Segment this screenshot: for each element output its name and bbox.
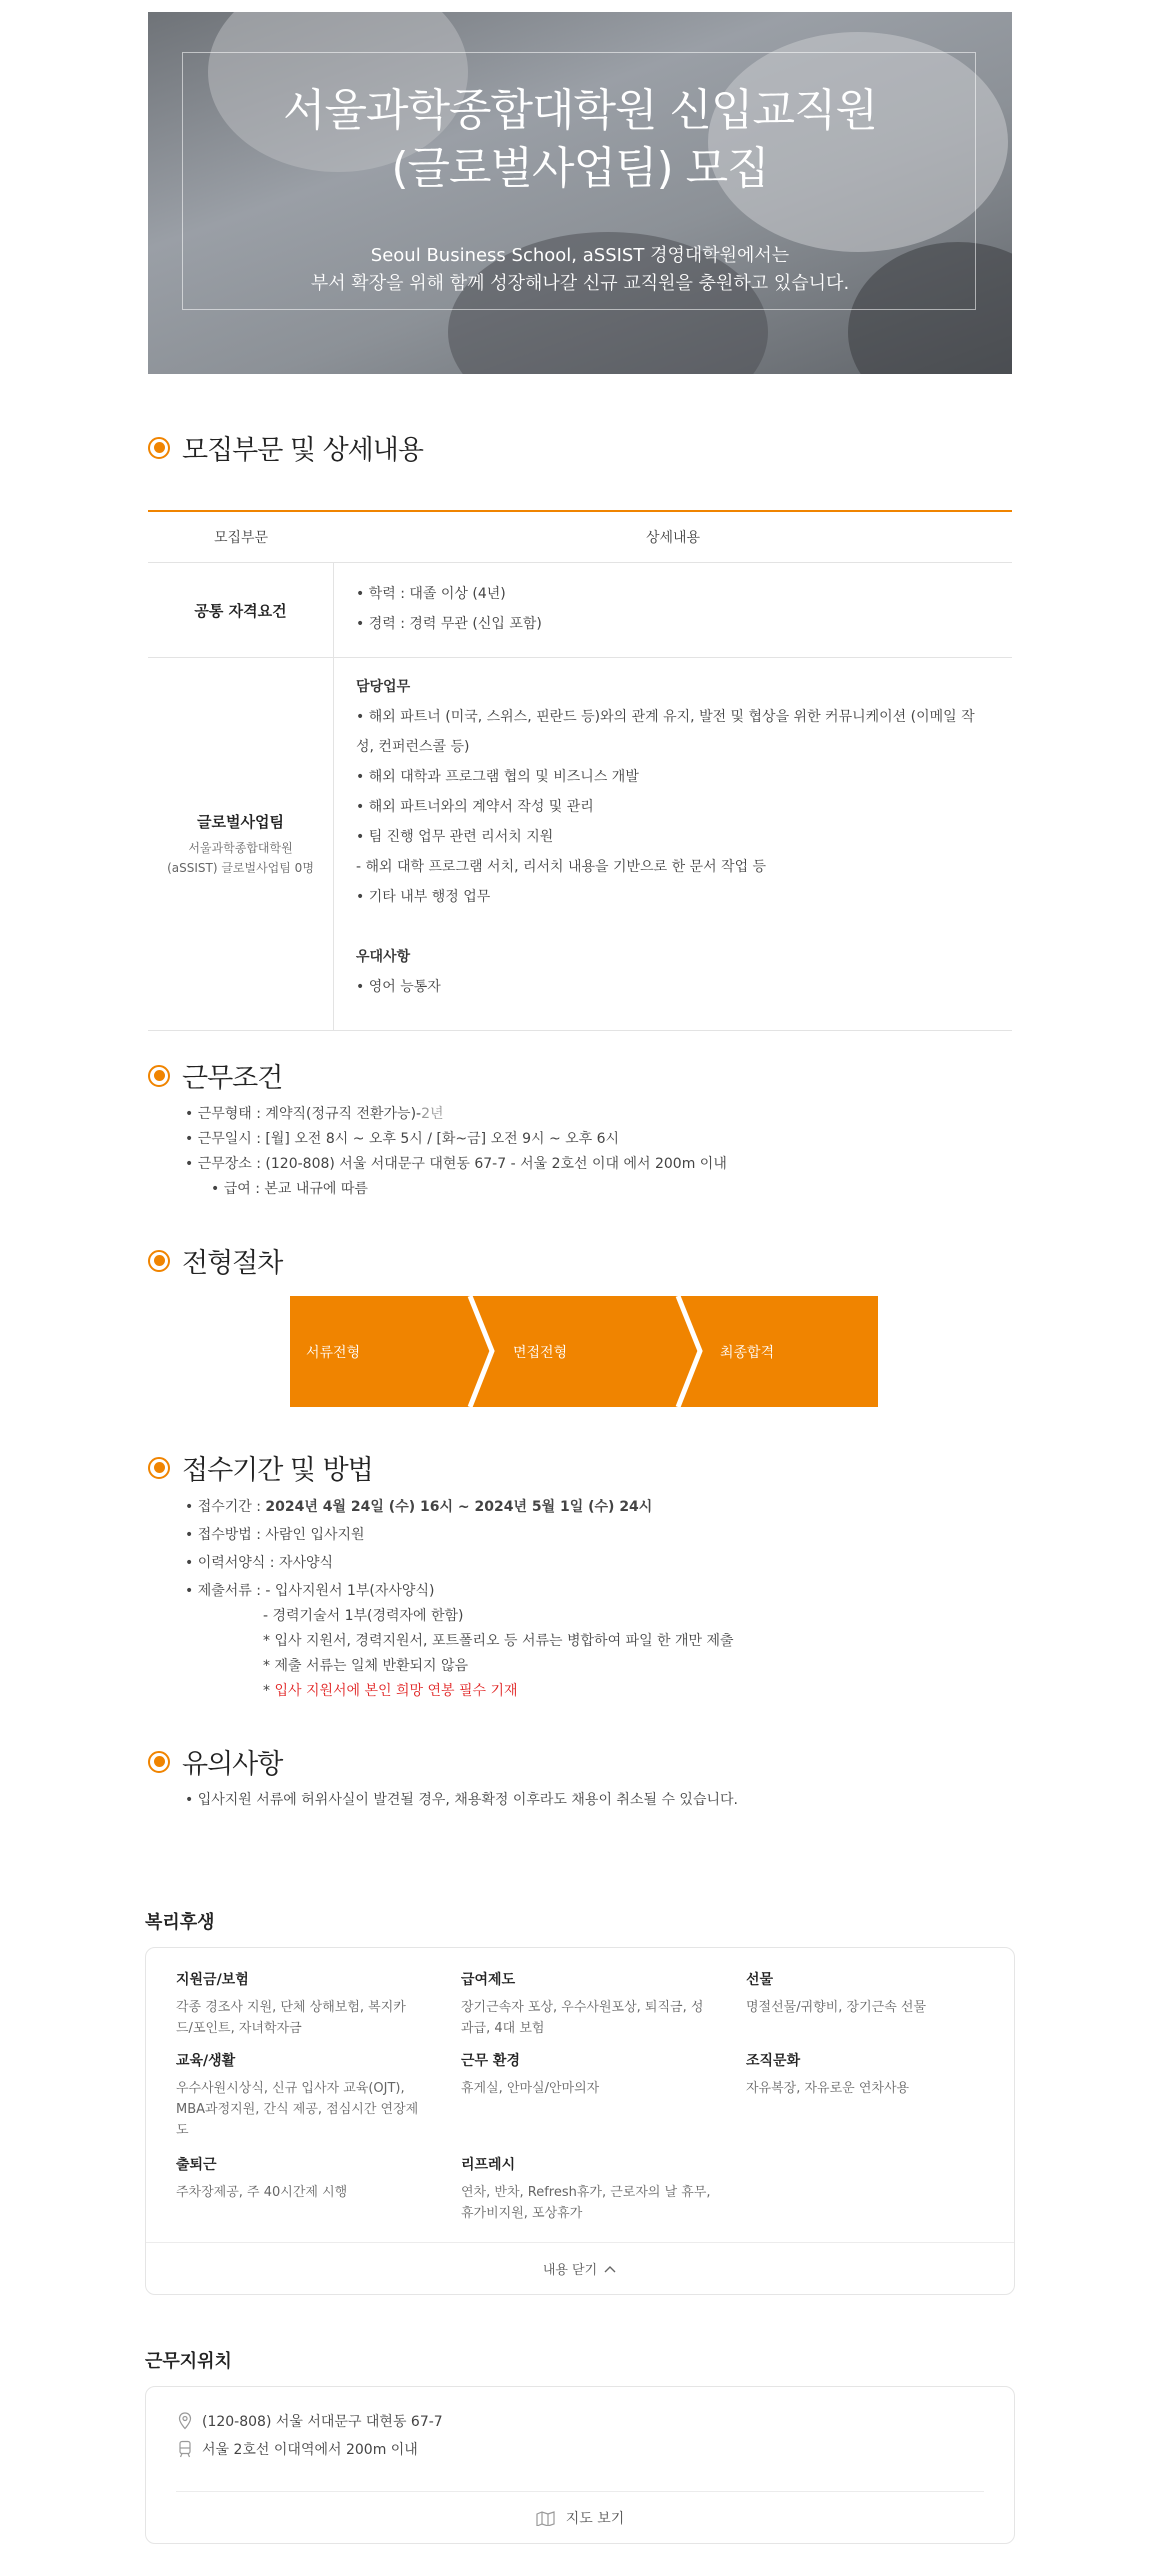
benefit-text: MBA과정지원, 간식 제공, 점심시간 연장제 — [176, 2102, 419, 2117]
benefit-heading: 근무 환경 — [461, 2053, 520, 2069]
benefit-item — [176, 2155, 436, 2203]
benefit-text: 장기근속자 포상, 우수사원포상, 퇴직금, 성 — [461, 2000, 704, 2015]
section-header-recruit — [148, 428, 423, 467]
bullet-circle-icon — [148, 1751, 170, 1773]
condition-type — [185, 1102, 727, 1127]
section-header-apply — [148, 1448, 373, 1487]
table-row-global — [148, 658, 1012, 1031]
location-address: (120-808) 서울 서대문구 대현동 67-7 — [202, 2414, 443, 2430]
process-chevron-dividers — [290, 1296, 878, 1407]
benefit-text: 자유복장, 자유로운 연차사용 — [746, 2081, 910, 2096]
benefit-heading: 선물 — [746, 1972, 774, 1988]
hero-title-line1: 서울과학종합대학원 신입교직원 — [282, 85, 878, 136]
list-item: • 해외 파트너와의 계약서 작성 및 관리 — [356, 799, 594, 815]
duty-title: 담당업무 — [356, 679, 411, 695]
list-item: • 영어 능통자 — [356, 979, 441, 995]
global-label: 글로벌사업팀 — [197, 812, 284, 831]
benefit-text: 도 — [176, 2123, 189, 2138]
table-header-col2: 상세내용 — [645, 530, 701, 546]
pref-title: 우대사항 — [356, 949, 411, 965]
benefit-item — [746, 2051, 996, 2099]
chevron-up-icon — [603, 2264, 617, 2274]
location-title: 근무지위치 — [145, 2351, 232, 2372]
list-item: • 팀 진행 업무 관련 리서치 지원 — [356, 829, 554, 845]
benefit-text: 과급, 4대 보험 — [461, 2021, 545, 2036]
table-row-common — [148, 563, 1012, 658]
list-item: - 해외 대학 프로그램 서치, 리서치 내용을 기반으로 한 문서 작업 등 — [356, 859, 767, 875]
hero-banner — [148, 12, 1012, 374]
benefit-heading: 지원금/보험 — [176, 1972, 249, 1988]
map-pin-icon — [178, 2412, 192, 2430]
benefit-text: 우수사원시상식, 신규 입사자 교육(OJT), — [176, 2081, 405, 2096]
list-item: • 경력 : 경력 무관 (신입 포함) — [356, 616, 542, 632]
global-sub-label: 서울과학종합대학원 — [188, 840, 293, 855]
collapse-label: 내용 닫기 — [542, 2263, 598, 2278]
apply-docs: • 제출서류 : - 입사지원서 1부(자사양식) — [185, 1583, 435, 1599]
benefit-heading: 조직문화 — [746, 2053, 801, 2069]
notice-list — [185, 1788, 738, 1813]
location-address-row — [178, 2411, 443, 2431]
list-item: • 기타 내부 행정 업무 — [356, 889, 491, 905]
benefit-item — [461, 1970, 731, 2039]
global-label-cell — [148, 658, 334, 1030]
location-box — [145, 2386, 1015, 2544]
benefit-heading: 출퇴근 — [176, 2157, 217, 2173]
notice-text: • 입사지원 서류에 허위사실이 발견될 경우, 채용확정 이후라도 채용이 취소될 수 있습니다. — [185, 1792, 738, 1808]
process-step-3: 최종합격 — [720, 1344, 775, 1361]
list-item: 성, 컨퍼런스콜 등) — [356, 739, 470, 755]
section-header-notice — [148, 1742, 282, 1781]
condition-hours: • 근무일시 : [월] 오전 8시 ~ 오후 5시 / [화~금] 오전 9시 ~ 오후 6시 — [185, 1131, 620, 1147]
bullet-circle-icon — [148, 1457, 170, 1479]
apply-period-value: 2024년 4월 24일 (수) 16시 ~ 2024년 5월 1일 (수) 24시 — [265, 1499, 653, 1515]
benefit-text: 휴가비지원, 포상휴가 — [461, 2206, 583, 2221]
list-item: • 학력 : 대졸 이상 (4년) — [356, 586, 506, 602]
apply-note-red: 입사 지원서에 본인 희망 연봉 필수 기재 — [274, 1683, 518, 1699]
common-label: 공통 자격요건 — [194, 601, 287, 620]
benefits-box — [145, 1947, 1015, 2295]
hero-title-line2: (글로벌사업팀) 모집 — [391, 143, 769, 194]
benefit-item — [461, 2155, 731, 2224]
section-title: 유의사항 — [182, 1749, 283, 1780]
table-header-col1: 모집부문 — [213, 530, 269, 546]
view-map-button[interactable] — [176, 2491, 984, 2543]
view-map-label: 지도 보기 — [565, 2510, 625, 2527]
hero-sub-line2: 부서 확장을 위해 함께 성장해나갈 신규 교직원을 충원하고 있습니다. — [310, 273, 850, 294]
table-header-row — [148, 512, 1012, 563]
apply-docs2: - 경력기술서 1부(경력자에 한함) — [263, 1608, 464, 1624]
benefits-title: 복리후생 — [145, 1912, 215, 1933]
bullet-circle-icon — [148, 437, 170, 459]
section-header-process — [148, 1241, 282, 1280]
apply-method: • 접수방법 : 사람인 입사지원 — [185, 1527, 365, 1543]
benefit-heading: 리프레시 — [461, 2157, 516, 2173]
global-detail-cell — [334, 658, 1012, 1030]
process-step-1: 서류전형 — [306, 1344, 361, 1361]
recruit-table — [148, 510, 1012, 1031]
condition-pay: • 급여 : 본교 내규에 따름 — [211, 1181, 368, 1197]
benefit-text: 명절선물/귀향비, 장기근속 선물 — [746, 2000, 927, 2015]
benefit-text: 각종 경조사 지원, 단체 상해보험, 복지카 — [176, 2000, 406, 2015]
hero-subtitle — [148, 242, 1012, 298]
hero-sub-line1: Seoul Business School, aSSIST 경영대학원에서는 — [370, 245, 790, 266]
collapse-benefits-button[interactable] — [146, 2242, 1014, 2294]
condition-type-text: • 근무형태 : 계약직(정규직 전환가능)- — [185, 1106, 422, 1122]
apply-note-star: * — [263, 1683, 275, 1699]
process-flow — [290, 1296, 878, 1407]
section-header-conditions — [148, 1056, 282, 1095]
benefit-text: 휴게실, 안마실/안마의자 — [461, 2081, 600, 2096]
bullet-circle-icon — [148, 1250, 170, 1272]
hero-title — [148, 82, 1012, 198]
list-item: • 해외 파트너 (미국, 스위스, 핀란드 등)와의 관계 유지, 발전 및 협상을 위한 커뮤니케이션 (이메일 작 — [356, 709, 975, 725]
apply-period — [185, 1495, 734, 1520]
bullet-circle-icon — [148, 1065, 170, 1087]
section-title: 접수기간 및 방법 — [182, 1455, 373, 1486]
common-label-cell — [148, 563, 334, 657]
location-subway: 서울 2호선 이대역에서 200m 이내 — [202, 2442, 418, 2458]
common-detail-cell — [334, 563, 1012, 657]
condition-place: • 근무장소 : (120-808) 서울 서대문구 대현동 67-7 - 서울 2호선 이대 에서 200m 이내 — [185, 1156, 727, 1172]
benefit-text: 드/포인트, 자녀학자금 — [176, 2021, 302, 2036]
apply-list — [185, 1495, 734, 1704]
section-title: 전형절차 — [182, 1248, 283, 1279]
subway-icon — [178, 2440, 192, 2458]
benefit-heading: 교육/생활 — [176, 2053, 236, 2069]
section-title: 근무조건 — [182, 1063, 283, 1094]
process-step-2: 면접전형 — [513, 1344, 568, 1361]
apply-note: * 입사 지원서, 경력지원서, 포트폴리오 등 서류는 병합하여 파일 한 개만 제출 — [263, 1633, 734, 1649]
benefit-item — [461, 2051, 731, 2099]
conditions-list — [185, 1102, 727, 1202]
condition-type-period: 2년 — [421, 1106, 444, 1122]
benefit-item — [746, 1970, 996, 2018]
apply-note: * 제출 서류는 일체 반환되지 않음 — [263, 1658, 469, 1674]
benefit-text: 연차, 반차, Refresh휴가, 근로자의 날 휴무, — [461, 2185, 711, 2200]
map-icon — [536, 2510, 556, 2526]
benefit-text: 주차장제공, 주 40시간제 시행 — [176, 2185, 348, 2200]
list-item: • 해외 대학과 프로그램 협의 및 비즈니스 개발 — [356, 769, 639, 785]
benefit-heading: 급여제도 — [461, 1972, 516, 1988]
global-sub-label: (aSSIST) 글로벌사업팀 0명 — [167, 860, 314, 875]
benefit-item — [176, 2051, 446, 2141]
apply-form: • 이력서양식 : 자사양식 — [185, 1555, 334, 1571]
apply-note-salary — [185, 1679, 734, 1704]
location-subway-row — [178, 2439, 418, 2459]
benefit-item — [176, 1970, 436, 2039]
section-title: 모집부문 및 상세내용 — [182, 435, 423, 466]
apply-period-label: • 접수기간 : — [185, 1499, 266, 1515]
